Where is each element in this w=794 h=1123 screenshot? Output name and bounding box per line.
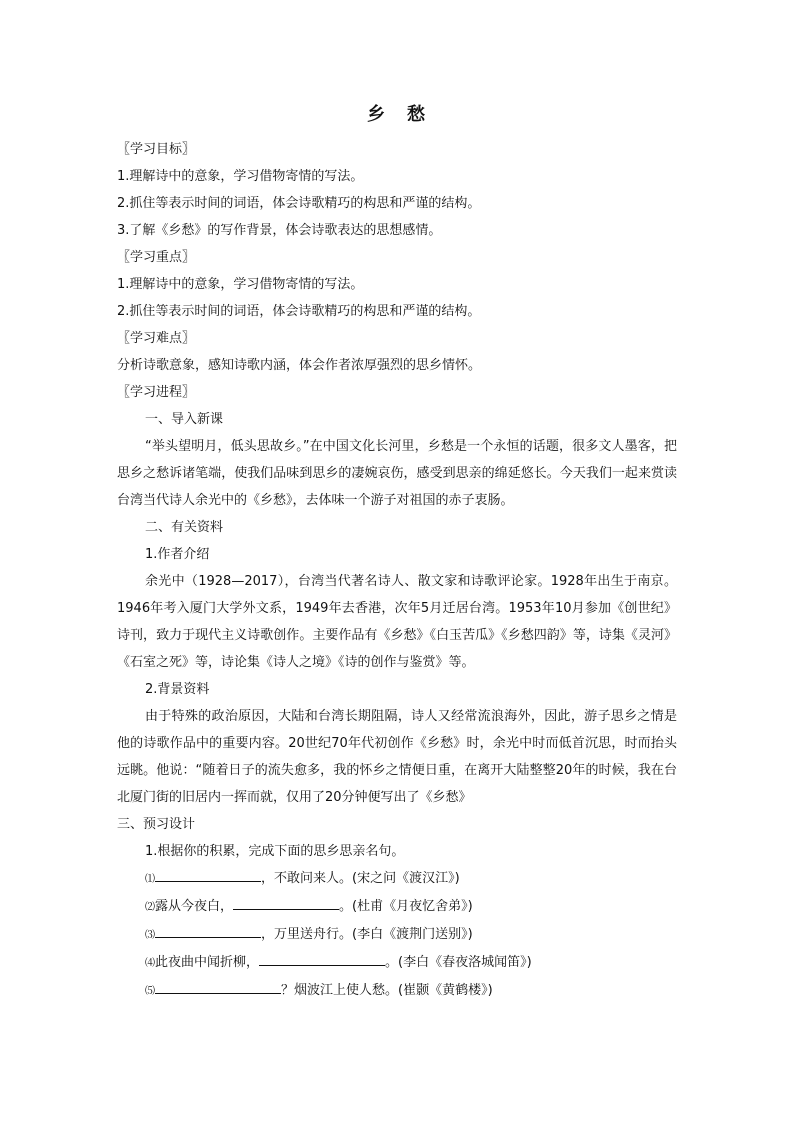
fill-blank-item: ⑵露从今夜白， 。(杜甫《月夜忆舍弟》) xyxy=(117,893,677,921)
item-number: ⑴ xyxy=(145,874,155,885)
document-body xyxy=(117,136,677,1005)
difficulties-heading: 〖学习难点〗 xyxy=(117,331,196,346)
background-title: 2.背景资料 xyxy=(145,682,210,697)
background-text: 由于特殊的政治原因，大陆和台湾长期阻隔，诗人又经常流浪海外，因此，游子思乡之情是他的诗歌作品中的重要内容。20世纪70年代初创作《乡愁》时，余光中时而低首沉思，时而抬头远眺。他说：“随着日子的流失愈多，我的怀乡之情便日重，在离开大陆整整20年的时候，我在台北厦门街的旧居内一挥而就，仅用了20分钟便写出了《乡愁》 xyxy=(117,709,677,805)
goal-item: 3.了解《乡愁》的写作背景，体会诗歌表达的思想感情。 xyxy=(117,223,442,238)
fill-blank-item: ⑸ ？烟波江上使人愁。(崔颢《黄鹤楼》) xyxy=(117,977,677,1005)
difficulties-text: 分析诗歌意象，感知诗歌内涵，体会作者浓厚强烈的思乡情怀。 xyxy=(117,358,482,373)
goals-heading: 〖学习目标〗 xyxy=(117,142,196,157)
answer-blank[interactable] xyxy=(155,923,261,938)
fill-blank-item: ⑷此夜曲中闻折柳， 。(李白《春夜洛城闻笛》) xyxy=(117,949,677,977)
item-number: ⑶ xyxy=(145,930,155,941)
fill-blank-list xyxy=(117,865,677,1005)
page-title: 乡 愁 xyxy=(367,104,427,125)
answer-blank[interactable] xyxy=(155,867,261,882)
section-intro-text: “举头望明月，低头思故乡。”在中国文化长河里，乡愁是一个永恒的话题，很多文人墨客，把思乡之愁诉诸笔端，使我们品味到思乡的凄婉哀伤，感受到思亲的绵延悠长。今天我们一起来赏读台湾当代诗人余光中的《乡愁》，去体味一个游子对祖国的赤子衷肠。 xyxy=(117,439,677,508)
item-number: ⑸ xyxy=(145,986,155,997)
answer-blank[interactable] xyxy=(233,895,339,910)
process-heading: 〖学习进程〗 xyxy=(117,385,196,400)
key-point-item: 1.理解诗中的意象，学习借物寄情的写法。 xyxy=(117,277,364,292)
item-number: ⑵ xyxy=(145,902,155,913)
section-materials-title: 二、有关资料 xyxy=(145,520,224,535)
answer-blank[interactable] xyxy=(259,951,385,966)
author-intro-title: 1.作者介绍 xyxy=(145,547,210,562)
fill-blank-item: ⑴ ，不敢问来人。(宋之问《渡汉江》) xyxy=(117,865,677,893)
preview-heading: 三、预习设计 xyxy=(117,817,196,832)
goal-item: 1.理解诗中的意象，学习借物寄情的写法。 xyxy=(117,169,364,184)
key-points-heading: 〖学习重点〗 xyxy=(117,250,196,265)
goal-item: 2.抓住等表示时间的词语，体会诗歌精巧的构思和严谨的结构。 xyxy=(117,196,481,211)
fill-blank-item: ⑶ ，万里送舟行。(李白《渡荆门送别》) xyxy=(117,921,677,949)
section-intro-title: 一、导入新课 xyxy=(145,412,224,427)
key-point-item: 2.抓住等表示时间的词语，体会诗歌精巧的构思和严谨的结构。 xyxy=(117,304,481,319)
preview-instruction: 1.根据你的积累，完成下面的思乡思亲名句。 xyxy=(145,844,405,859)
item-number: ⑷ xyxy=(145,958,155,969)
author-intro-text: 余光中（1928—2017），台湾当代著名诗人、散文家和诗歌评论家。1928年出生于南京。1946年考入厦门大学外文系，1949年去香港，次年5月迁居台湾。1953年10月参加《创世纪》诗刊，致力于现代主义诗歌创作。主要作品有《乡愁》《白玉苦瓜》《乡愁四韵》等，诗集《灵河》《石室之死》等，诗论集《诗人之境》《诗的创作与鉴赏》等。 xyxy=(117,574,677,670)
answer-blank[interactable] xyxy=(155,979,281,994)
